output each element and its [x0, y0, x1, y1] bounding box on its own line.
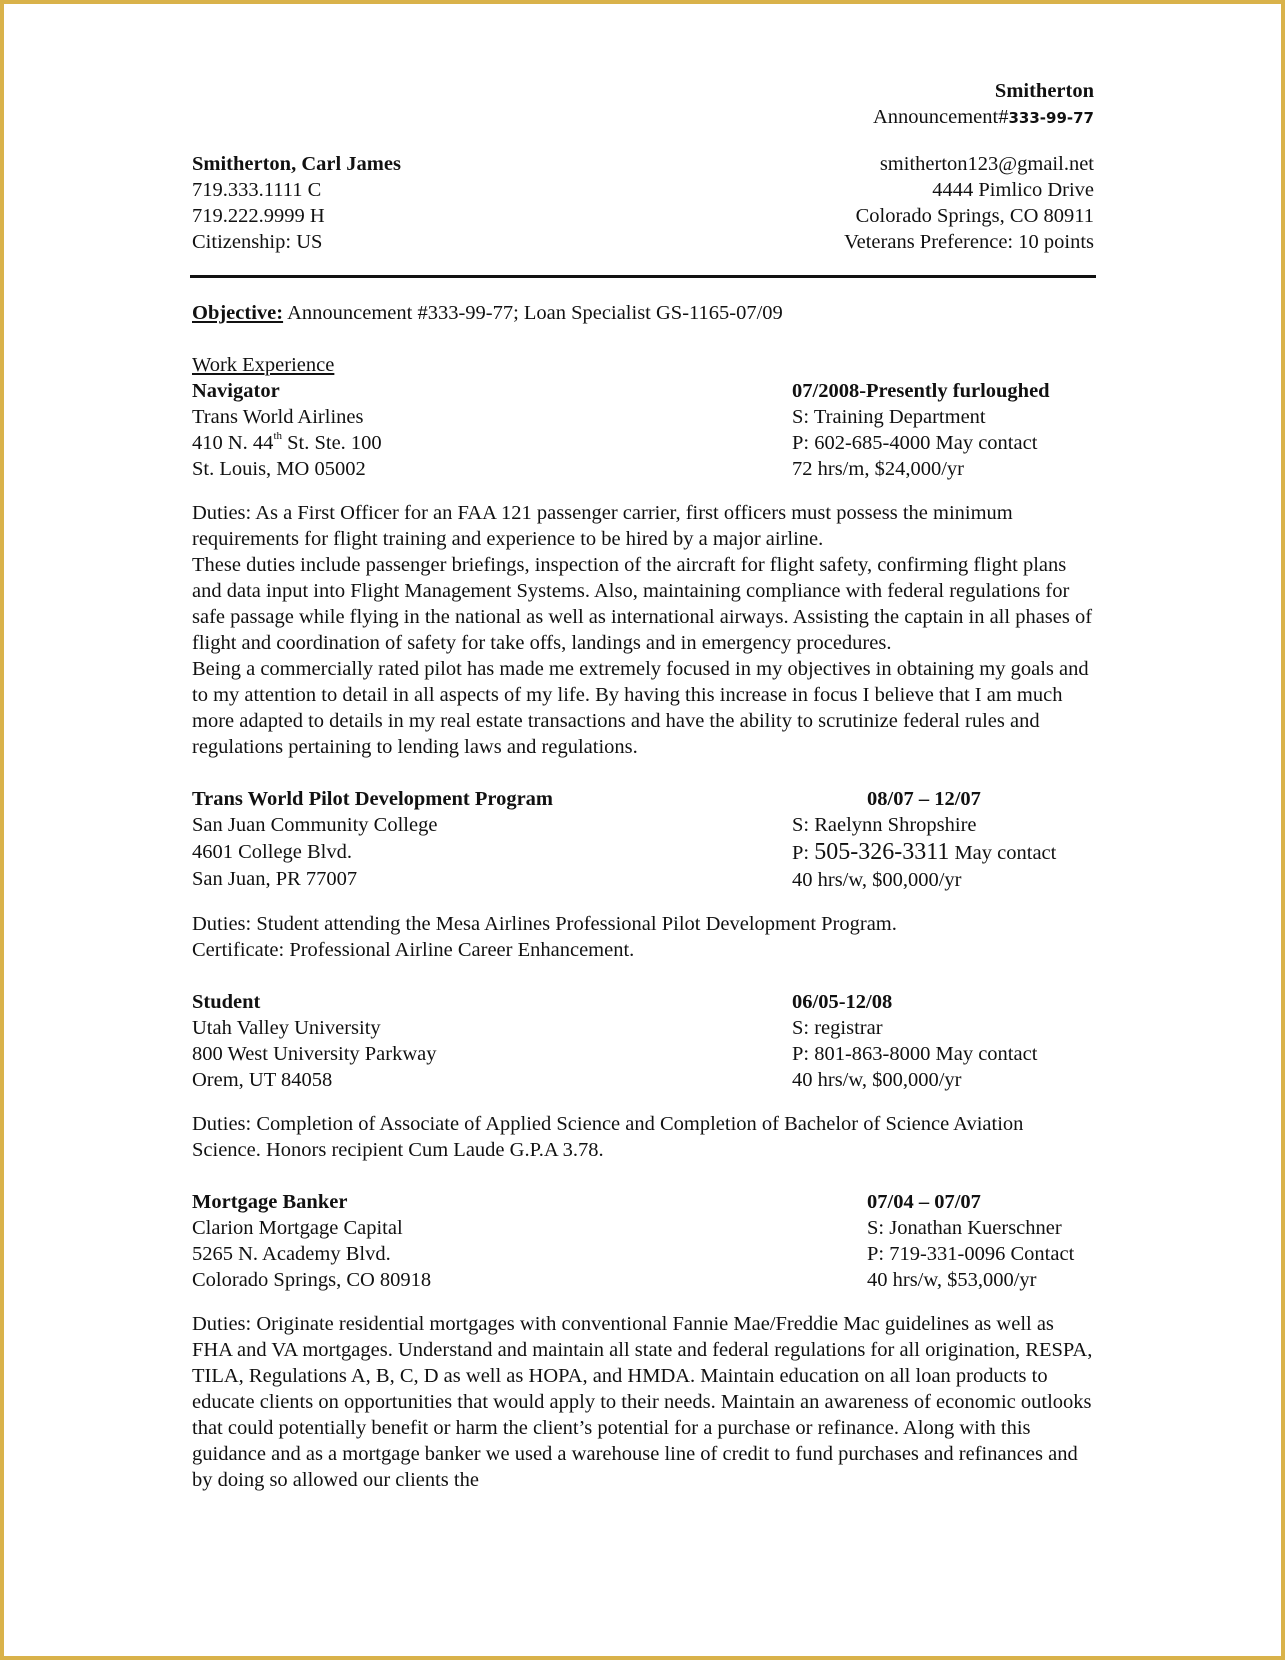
- job-entry: [192, 989, 1094, 1163]
- objective-text: Announcement #333-99-77; Loan Specialist GS-1165-07/09: [283, 302, 783, 324]
- header-name: Smitherton: [994, 80, 1094, 102]
- job-address1: [192, 430, 792, 456]
- job-duties: Duties: Completion of Associate of Applied Science and Completion of Bachelor of Science Aviation Science. Honors recipient Cum Laude G.P.A 3.78.: [192, 1113, 1024, 1161]
- full-name: Smitherton, Carl James: [192, 153, 401, 175]
- job-address2: Colorado Springs, CO 80918: [192, 1269, 432, 1291]
- job-dates: 07/2008-Presently furloughed: [792, 380, 1050, 402]
- announcement-header: [192, 78, 1094, 131]
- job-dates: 07/04 – 07/07: [867, 1191, 981, 1213]
- header-divider: [190, 275, 1096, 278]
- job-address1: 800 West University Parkway: [192, 1043, 437, 1065]
- address-part: St. Ste. 100: [282, 432, 382, 454]
- job-supervisor: S: registrar: [792, 1017, 883, 1039]
- veterans-preference: Veterans Preference: 10 points: [844, 231, 1094, 253]
- job-org: Utah Valley University: [192, 1017, 381, 1039]
- job-org: San Juan Community College: [192, 814, 438, 836]
- phone-home: 719.222.9999 H: [192, 205, 325, 227]
- street-address: 4444 Pimlico Drive: [932, 179, 1094, 201]
- job-duties: Duties: Originate residential mortgages with conventional Fannie Mae/Freddie Mac guidelines as well as FHA and VA mortgages. Understand and maintain all state and federal regulations for all origination, RESPA, TILA, Regulations A, B, C, D as well as HOPA, and HMDA. Maintain education on all loan products to educate clients on opportunities that would apply to their needs. Maintain an awareness of economic outlooks that could potentially benefit or harm the client’s potential for a purchase or refinance. Along with this guidance and as a mortgage banker we used a warehouse line of credit to fund purchases and refinances and by doing so allowed our clients the: [192, 1313, 1093, 1491]
- job-address2: Orem, UT 84058: [192, 1069, 333, 1091]
- announcement-number: 333-99-77: [1008, 109, 1094, 127]
- job-duties: Duties: Student attending the Mesa Airlines Professional Pilot Development Program.: [192, 913, 897, 935]
- job-dates: 06/05-12/08: [792, 991, 893, 1013]
- objective-label: Objective:: [192, 302, 284, 324]
- objective: [192, 300, 1094, 326]
- job-address1: 4601 College Blvd.: [192, 841, 353, 863]
- job-hours: 40 hrs/w, $00,000/yr: [792, 869, 962, 891]
- job-address2: St. Louis, MO 05002: [192, 458, 366, 480]
- phone-prefix: P:: [792, 842, 815, 864]
- job-duties: Duties: As a First Officer for an FAA 121 passenger carrier, first officers must possess the minimum requirements for flight training and experience to be hired by a major airline.: [192, 502, 1013, 550]
- job-phone: [792, 838, 1094, 867]
- job-title: Student: [192, 991, 261, 1013]
- job-dates: 08/07 – 12/07: [867, 788, 981, 810]
- job-address2: San Juan, PR 77007: [192, 868, 358, 890]
- job-hours: 40 hrs/w, $53,000/yr: [867, 1269, 1037, 1291]
- job-entry: [192, 378, 1094, 760]
- phone-number: 505-326-3311: [814, 839, 950, 865]
- job-hours: 72 hrs/m, $24,000/yr: [792, 458, 964, 480]
- email: smitherton123@gmail.net: [879, 153, 1094, 175]
- job-supervisor: S: Training Department: [792, 406, 986, 428]
- job-hours: 40 hrs/w, $00,000/yr: [792, 1069, 962, 1091]
- job-title: Navigator: [192, 380, 280, 402]
- job-entry: [192, 786, 1094, 963]
- job-phone: P: 719-331-0096 Contact: [867, 1243, 1075, 1265]
- job-duties: These duties include passenger briefings, inspection of the aircraft for flight safety, confirming flight plans and data input into Flight Management Systems. Also, maintaining compliance with federal regulations for safe passage while flying in the national as well as international airways. Assisting the captain in all phases of flight and coordination of safety for take offs, landings and in emergency procedures.: [192, 554, 1093, 654]
- header-announcement: [192, 104, 1094, 131]
- city-address: Colorado Springs, CO 80911: [855, 205, 1094, 227]
- citizenship: Citizenship: US: [192, 231, 323, 253]
- address-part: 410 N. 44: [192, 432, 274, 454]
- job-title: Mortgage Banker: [192, 1191, 348, 1213]
- contact-left: [192, 151, 401, 255]
- job-org: Clarion Mortgage Capital: [192, 1217, 403, 1239]
- job-phone: P: 801-863-8000 May contact: [792, 1043, 1038, 1065]
- job-duties: Certificate: Professional Airline Career Enhancement.: [192, 939, 635, 961]
- contact-block: [192, 151, 1094, 255]
- job-supervisor: S: Jonathan Kuerschner: [867, 1217, 1062, 1239]
- phone-cell: 719.333.1111 C: [192, 179, 322, 201]
- job-duties: Being a commercially rated pilot has made me extremely focused in my objectives in obtaining my goals and to my attention to detail in all aspects of my life. By having this increase in focus I believe that I am much more adapted to details in my real estate transactions and have the ability to scrutinize federal rules and regulations pertaining to lending laws and regulations.: [192, 658, 1089, 758]
- announcement-label: Announcement#: [872, 106, 1009, 128]
- job-entry: [192, 1189, 1094, 1493]
- job-supervisor: S: Raelynn Shropshire: [792, 814, 977, 836]
- job-address1: 5265 N. Academy Blvd.: [192, 1243, 391, 1265]
- section-title: Work Experience: [192, 354, 335, 376]
- job-title: Trans World Pilot Development Program: [192, 788, 553, 810]
- resume-document: [192, 78, 1094, 1493]
- phone-suffix: May contact: [949, 842, 1057, 864]
- job-phone: P: 602-685-4000 May contact: [792, 432, 1038, 454]
- contact-right: [844, 151, 1094, 255]
- address-sup: th: [273, 430, 282, 442]
- job-org: Trans World Airlines: [192, 406, 364, 428]
